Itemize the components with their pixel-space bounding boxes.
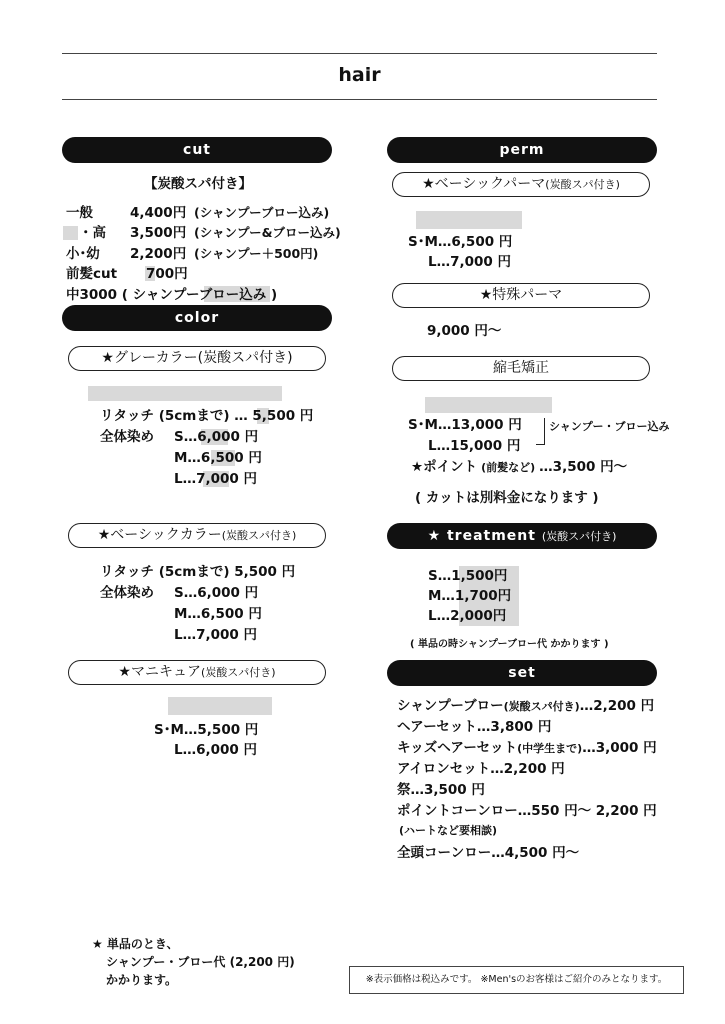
set-item-text: ポイントコーンロー…550 円〜 2,200 円 <box>397 803 657 819</box>
treatment-header-sub: (炭酸スパ付き) <box>541 530 617 543</box>
treatment-l: L…2,000円 <box>428 608 507 624</box>
manicure-l: L…6,000 円 <box>174 742 258 758</box>
bracket-line <box>536 418 545 445</box>
set-item-sub: (中学生まで) <box>517 742 583 755</box>
special-perm-price: 9,000 円〜 <box>427 323 502 339</box>
basic-color-title <box>68 523 326 548</box>
cut-row-child-label: 小･幼 <box>66 246 100 262</box>
basic-perm-sm: S･M…6,500 円 <box>408 234 513 250</box>
basic-full-s: S…6,000 円 <box>174 585 259 601</box>
set-item-text: シャンプーブロー <box>397 698 504 714</box>
basic-perm-title-sub: (炭酸スパ付き) <box>545 178 620 191</box>
set-header: set <box>387 660 657 686</box>
cut-row-high-label: ・高 <box>79 225 106 241</box>
page-title: hair <box>338 64 381 86</box>
basic-full-m: M…6,500 円 <box>174 606 262 622</box>
special-perm-title: ★特殊パーマ <box>392 283 650 308</box>
set-item-sub: (炭酸スパ付き) <box>503 700 580 713</box>
set-item-text: キッズヘアーセット <box>397 740 518 756</box>
redacted-block <box>88 386 282 401</box>
redacted-block <box>425 397 552 413</box>
basic-full-label: 全体染め <box>100 585 154 601</box>
set-item-text: アイロンセット…2,200 円 <box>397 761 565 777</box>
straightening-sm: S･M…13,000 円 <box>408 417 522 433</box>
perm-header: perm <box>387 137 657 163</box>
treatment-s: S…1,500円 <box>428 568 508 584</box>
treatment-header-main: ★ treatment <box>427 528 536 544</box>
redacted-block <box>168 697 272 715</box>
treatment-header <box>387 523 657 549</box>
basic-perm-title <box>392 172 650 197</box>
redacted-block <box>63 226 78 240</box>
set-item-text: 全頭コーンロー…4,500 円〜 <box>397 845 580 861</box>
title-rule <box>62 99 657 100</box>
manicure-title-sub: (炭酸スパ付き) <box>200 666 276 679</box>
set-item-price: …3,000 円 <box>582 740 657 756</box>
footer-single-line1: ★ 単品のとき、 <box>92 937 179 951</box>
straightening-l: L…15,000 円 <box>428 438 521 454</box>
basic-color-title-main: ★ベーシックカラー <box>97 527 222 543</box>
treatment-note: ( 単品の時シャンプーブロー代 かかります ) <box>410 639 609 650</box>
cut-extra-line: 中3000 ( シャンプーブロー込み ) <box>66 287 278 303</box>
grey-full-m: M…6,500 円 <box>174 450 262 466</box>
basic-retouch: リタッチ (5cmまで) 5,500 円 <box>100 564 296 580</box>
grey-full-l: L…7,000 円 <box>174 471 258 487</box>
basic-color-title-sub: (炭酸スパ付き) <box>221 529 297 542</box>
set-item-text: 祭…3,500 円 <box>397 782 485 798</box>
footer-single-line3: かかります。 <box>106 973 178 987</box>
grey-retouch: リタッチ (5cmまで) … 5,500 円 <box>100 408 314 424</box>
footer-tax-note: ※表示価格は税込みです。 ※Men'sのお客様はご紹介のみとなります。 <box>349 966 684 994</box>
grey-color-title: ★グレーカラー(炭酸スパ付き) <box>68 346 326 371</box>
cut-note: 【炭酸スパ付き】 <box>144 176 252 192</box>
basic-full-l: L…7,000 円 <box>174 627 258 643</box>
footer-single-line2: シャンプー・ブロー代 (2,200 円) <box>106 955 295 969</box>
set-item-text: ヘアーセット…3,800 円 <box>397 719 552 735</box>
top-rule <box>62 53 657 54</box>
straightening-note: シャンプー・ブロー込み <box>549 420 670 433</box>
cut-row-child-price: 2,200円 <box>130 246 187 262</box>
redacted-block <box>416 211 522 229</box>
basic-perm-title-main: ★ベーシックパーマ <box>422 176 546 192</box>
cut-row-high-detail: (シャンプー&ブロー込み) <box>194 225 341 240</box>
straightening-title: 縮毛矯正 <box>392 356 650 381</box>
cut-row-bangs-label: 前髪cut <box>66 266 118 282</box>
cut-row-child-detail: (シャンプー＋500円) <box>194 246 319 261</box>
cut-row-general-price: 4,400円 <box>130 205 187 221</box>
cut-row-general-label: 一般 <box>66 205 93 221</box>
set-item-price: …2,200 円 <box>579 698 655 714</box>
cut-row-general-detail: (シャンプーブロー込み) <box>194 205 330 220</box>
manicure-title <box>68 660 326 685</box>
point-price: …3,500 円〜 <box>539 459 628 475</box>
set-item-text: (ハートなど要相談) <box>399 824 498 837</box>
treatment-m: M…1,700円 <box>428 588 512 604</box>
grey-full-s: S…6,000 円 <box>174 429 259 445</box>
point-label: ★ポイント <box>411 459 478 475</box>
manicure-sm: S･M…5,500 円 <box>154 722 259 738</box>
point-sub: (前髪など) <box>481 461 536 474</box>
cut-separate-note: ( カットは別料金になります ) <box>415 490 599 506</box>
cut-header: cut <box>62 137 332 163</box>
manicure-title-main: ★マニキュア <box>118 664 201 680</box>
cut-row-high-price: 3,500円 <box>130 225 187 241</box>
cut-row-bangs-price: 700円 <box>146 266 188 282</box>
color-header: color <box>62 305 332 331</box>
basic-perm-l: L…7,000 円 <box>428 254 512 270</box>
grey-full-label: 全体染め <box>100 429 154 445</box>
